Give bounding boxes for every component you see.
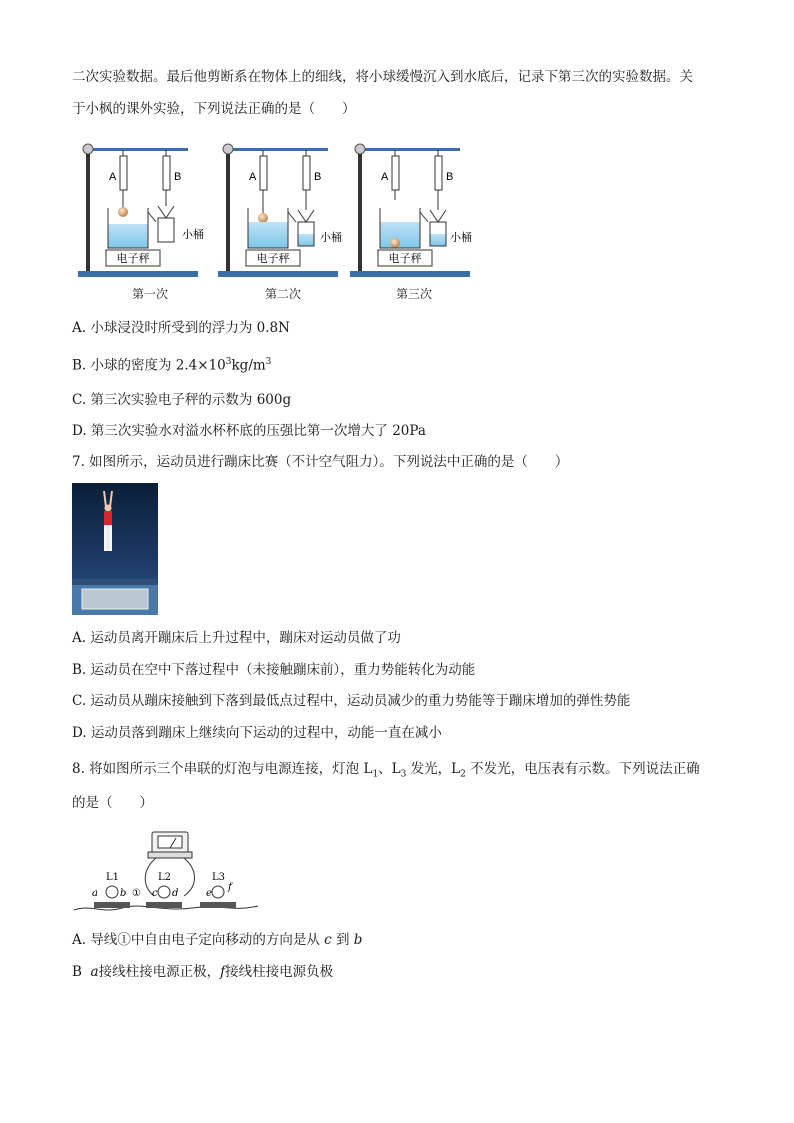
q7-option-c: C. 运动员从蹦床接触到下落到最低点过程中，运动员减少的重力势能等于蹦床增加的弹性势能 — [72, 693, 631, 709]
svg-text:B: B — [314, 171, 322, 183]
setup-2 — [218, 144, 342, 277]
svg-text:小桶: 小桶 — [320, 231, 342, 244]
caption-first: 第一次 — [131, 287, 168, 301]
q6-stem-line2: 于小枫的课外实验，下列说法正确的是（ ） — [72, 101, 356, 117]
q8-stem-line1: 8. 将如图所示三个串联的灯泡与电源连接，灯泡 $L_1$、$L_3$ 发光，$L_2$ 不发光，电压表有示数。下列说法正确 — [72, 761, 700, 780]
q7-option-d: D. 运动员落到蹦床上继续向下运动的过程中，动能一直在减小 — [72, 725, 442, 741]
overflow-experiment-figure — [78, 138, 472, 303]
label-l1: L1 — [106, 872, 120, 883]
trampoline-photo — [72, 483, 158, 615]
svg-text:c: c — [152, 888, 158, 899]
setup-1 — [78, 144, 204, 277]
q7-option-b: B. 运动员在空中下落过程中（未接触蹦床前），重力势能转化为动能 — [72, 662, 476, 678]
svg-text:d: d — [172, 888, 179, 899]
setup-3 — [350, 144, 472, 277]
q6-option-d: D. 第三次实验水对溢水杯杯底的压强比第一次增大了 20Pa — [72, 423, 426, 439]
svg-text:电子秤: 电子秤 — [256, 252, 290, 265]
svg-text:A: A — [381, 171, 389, 183]
svg-text:b: b — [120, 888, 127, 899]
q6-option-c: C. 第三次实验电子秤的示数为 600g — [72, 392, 292, 408]
svg-text:a: a — [92, 888, 98, 899]
wire-1-label: ① — [132, 888, 141, 899]
caption-third: 第三次 — [395, 287, 432, 301]
label-b: B — [174, 171, 182, 183]
q8-stem-line2: 的是（ ） — [72, 795, 153, 811]
caption-second: 第二次 — [264, 287, 301, 301]
svg-text:f: f — [228, 882, 232, 893]
q6-option-a: A. 小球浸没时所受到的浮力为 0.8N — [72, 320, 290, 336]
series-bulbs-figure — [72, 826, 262, 918]
label-l3: L3 — [212, 872, 226, 883]
label-a: A — [109, 171, 117, 183]
q8-option-a: A. 导线①中自由电子定向移动的方向是从 c 到 b — [72, 932, 363, 948]
q7-option-a: A. 运动员离开蹦床后上升过程中，蹦床对运动员做了功 — [72, 630, 401, 646]
svg-text:电子秤: 电子秤 — [388, 252, 422, 265]
svg-text:A: A — [249, 171, 257, 183]
scale-label: 电子秤 — [116, 252, 150, 265]
q7-stem: 7. 如图所示，运动员进行蹦床比赛（不计空气阻力）。下列说法中正确的是（ ） — [72, 454, 569, 470]
q6-stem-line1: 二次实验数据。最后他剪断系在物体上的细线，将小球缓慢沉入到水底后，记录下第三次的实验数据。关 — [72, 69, 693, 85]
q8-option-b: B a接线柱接电源正极，f接线柱接电源负极 — [72, 964, 334, 980]
svg-text:e: e — [206, 888, 212, 899]
q6-option-b: B. 小球的密度为 $2.4\times 10^3kg/m^3$ — [72, 357, 272, 374]
svg-text:小桶: 小桶 — [450, 231, 472, 244]
bucket-label: 小桶 — [182, 228, 204, 241]
svg-text:B: B — [446, 171, 454, 183]
label-l2: L2 — [158, 872, 172, 883]
